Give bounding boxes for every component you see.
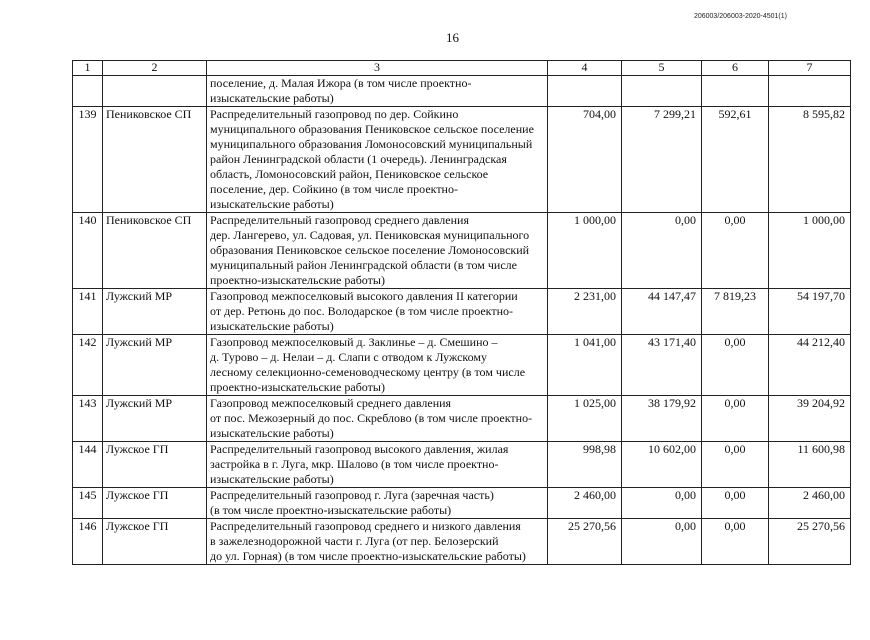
empty-cell: [622, 76, 702, 107]
row-number-cell: 141: [73, 289, 103, 335]
value-col5-cell: 43 171,40: [622, 335, 702, 396]
description-cell: Газопровод межпоселковый высокого давления II категории от дер. Ретюнь до пос. Володарское (в том числе проектно- изыскательские работы): [207, 289, 548, 335]
description-cell: Газопровод межпоселковый среднего давления от пос. Межозерный до пос. Скреблово (в том числе проектно- изыскательские работы): [207, 396, 548, 442]
table-row: [73, 335, 851, 396]
value-col4-cell: 2 231,00: [548, 289, 622, 335]
municipality-cell: Пениковское СП: [103, 213, 207, 289]
row-number-cell: 139: [73, 107, 103, 213]
table-row: [73, 107, 851, 213]
header-cell: 1: [73, 61, 103, 76]
value-col5-cell: 10 602,00: [622, 442, 702, 488]
continuation-row: [73, 76, 851, 107]
value-col6-cell: 592,61: [702, 107, 769, 213]
header-cell: 3: [207, 61, 548, 76]
value-col6-cell: 7 819,23: [702, 289, 769, 335]
continuation-description: поселение, д. Малая Ижора (в том числе проектно- изыскательские работы): [207, 76, 548, 107]
value-col4-cell: 998,98: [548, 442, 622, 488]
value-col6-cell: 0,00: [702, 519, 769, 565]
value-col5-cell: 38 179,92: [622, 396, 702, 442]
description-cell: Газопровод межпоселковый д. Заклинье – д. Смешино – д. Турово – д. Нелаи – д. Слапи с отводом к Лужскому лесному селекционно-семеноводческому центру (в том числе проектно-изыскательские работы): [207, 335, 548, 396]
value-col5-cell: 0,00: [622, 213, 702, 289]
table-row: [73, 289, 851, 335]
value-col7-cell: 54 197,70: [769, 289, 851, 335]
header-cell: 2: [103, 61, 207, 76]
municipality-cell: Пениковское СП: [103, 107, 207, 213]
table-row: [73, 396, 851, 442]
value-col6-cell: 0,00: [702, 335, 769, 396]
header-cell: 7: [769, 61, 851, 76]
table-row: [73, 519, 851, 565]
empty-cell: [702, 76, 769, 107]
description-cell: Распределительный газопровод среднего и низкого давления в зажелезнодорожной части г. Луга (от пер. Белозерский до ул. Горная) (в том числе проектно-изыскательские работы): [207, 519, 548, 565]
municipality-cell: Лужское ГП: [103, 519, 207, 565]
value-col7-cell: 44 212,40: [769, 335, 851, 396]
empty-cell: [548, 76, 622, 107]
value-col7-cell: 2 460,00: [769, 488, 851, 519]
municipality-cell: Лужское ГП: [103, 442, 207, 488]
header-cell: 6: [702, 61, 769, 76]
table-body: [73, 61, 851, 565]
value-col4-cell: 1 025,00: [548, 396, 622, 442]
row-number-cell: 146: [73, 519, 103, 565]
table-row: [73, 213, 851, 289]
value-col6-cell: 0,00: [702, 488, 769, 519]
document-id: 206003/206003-2020-4501(1): [693, 13, 787, 20]
municipality-cell: Лужское ГП: [103, 488, 207, 519]
value-col7-cell: 11 600,98: [769, 442, 851, 488]
header-cell: 5: [622, 61, 702, 76]
gas-pipeline-table: [72, 60, 851, 565]
municipality-cell: Лужский МР: [103, 396, 207, 442]
value-col5-cell: 0,00: [622, 519, 702, 565]
table-row: [73, 442, 851, 488]
value-col7-cell: 8 595,82: [769, 107, 851, 213]
empty-cell: [103, 76, 207, 107]
row-number-cell: 145: [73, 488, 103, 519]
row-number-cell: 144: [73, 442, 103, 488]
description-cell: Распределительный газопровод высокого давления, жилая застройка в г. Луга, мкр. Шалово (в том числе проектно- изыскательские работы): [207, 442, 548, 488]
header-cell: 4: [548, 61, 622, 76]
value-col4-cell: 25 270,56: [548, 519, 622, 565]
description-cell: Распределительный газопровод г. Луга (заречная часть) (в том числе проектно-изыскательские работы): [207, 488, 548, 519]
value-col4-cell: 704,00: [548, 107, 622, 213]
column-number-header-row: [73, 61, 851, 76]
value-col7-cell: 25 270,56: [769, 519, 851, 565]
row-number-cell: 140: [73, 213, 103, 289]
value-col4-cell: 1 000,00: [548, 213, 622, 289]
value-col5-cell: 0,00: [622, 488, 702, 519]
empty-cell: [769, 76, 851, 107]
table-row: [73, 488, 851, 519]
description-cell: Распределительный газопровод по дер. Сойкино муниципального образования Пениковское сельское поселение муниципального образования Ломоносовский муниципальный район Ленинградской области (1 очередь). Ленинградская область, Ломоносовский район, Пениковское сельское поселение, дер. Сойкино (в том числе проектно- изыскательские работы): [207, 107, 548, 213]
description-cell: Распределительный газопровод среднего давления дер. Лангерево, ул. Садовая, ул. Пениковская муниципального образования Пениковское сельское поселение Ломоносовский муниципальный район Ленинградской области (в том числе проектно-изыскательские работы): [207, 213, 548, 289]
municipality-cell: Лужский МР: [103, 335, 207, 396]
page-number: 16: [446, 30, 459, 45]
value-col4-cell: 2 460,00: [548, 488, 622, 519]
value-col7-cell: 39 204,92: [769, 396, 851, 442]
municipality-cell: Лужский МР: [103, 289, 207, 335]
row-number-cell: 142: [73, 335, 103, 396]
value-col6-cell: 0,00: [702, 396, 769, 442]
value-col6-cell: 0,00: [702, 213, 769, 289]
value-col4-cell: 1 041,00: [548, 335, 622, 396]
value-col5-cell: 7 299,21: [622, 107, 702, 213]
value-col5-cell: 44 147,47: [622, 289, 702, 335]
value-col6-cell: 0,00: [702, 442, 769, 488]
value-col7-cell: 1 000,00: [769, 213, 851, 289]
row-number-cell: 143: [73, 396, 103, 442]
empty-cell: [73, 76, 103, 107]
